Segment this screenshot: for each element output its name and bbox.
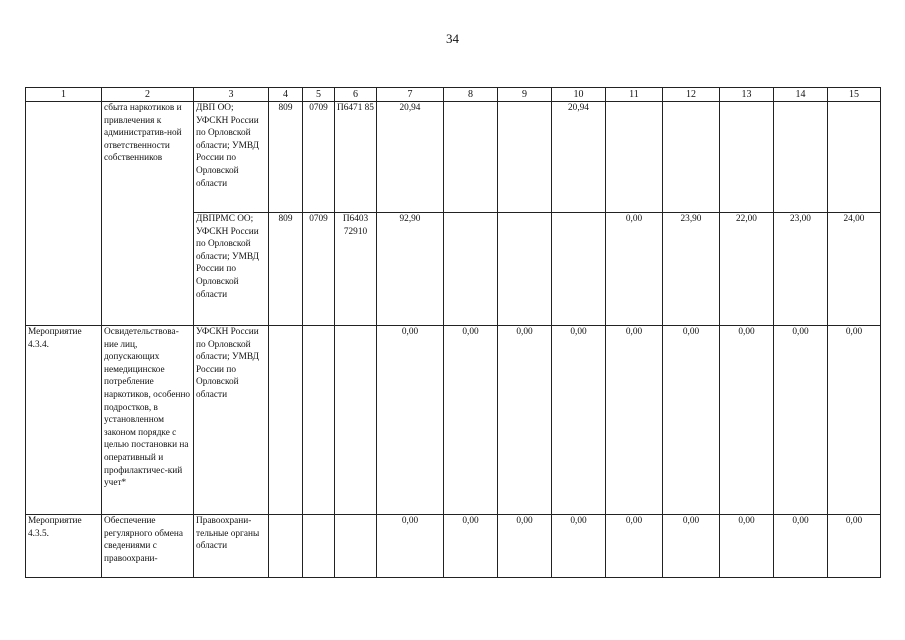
header-cell: 1 [26,88,102,102]
value-cell [498,102,552,213]
header-cell: 15 [828,88,881,102]
header-cell: 11 [606,88,663,102]
value-cell: 20,94 [552,102,606,213]
value-cell: 0,00 [828,326,881,515]
table-row [26,326,881,515]
value-cell: 0,00 [552,515,606,578]
value-cell [444,213,498,326]
header-cell: 7 [377,88,444,102]
measure-name-cell: Обеспечение регулярного обмена сведениями с правоохрани- [102,515,194,578]
header-cell: 2 [102,88,194,102]
value-cell: 20,94 [377,102,444,213]
value-cell: 0,00 [444,326,498,515]
value-cell: 0,00 [377,326,444,515]
rzpr-cell: 0709 [303,102,335,213]
value-cell: 23,90 [663,213,720,326]
header-cell: 12 [663,88,720,102]
value-cell: 0,00 [774,326,828,515]
csr-cell: П6403 72910 [335,213,377,326]
executor-cell: ДВП ОО; УФСКН России по Орловской области; УМВД России по Орловской области [194,102,269,213]
value-cell [498,213,552,326]
value-cell: 0,00 [720,326,774,515]
value-cell [552,213,606,326]
grbs-cell: 809 [269,213,303,326]
value-cell: 24,00 [828,213,881,326]
value-cell [663,102,720,213]
header-cell: 14 [774,88,828,102]
header-cell: 6 [335,88,377,102]
rzpr-cell [303,515,335,578]
page-number: 34 [446,31,459,46]
header-cell: 10 [552,88,606,102]
grbs-cell: 809 [269,102,303,213]
measure-id-cell: Мероприятие 4.3.5. [26,515,102,578]
value-cell: 0,00 [552,326,606,515]
header-cell: 13 [720,88,774,102]
value-cell [606,102,663,213]
header-cell: 5 [303,88,335,102]
value-cell [720,102,774,213]
value-cell: 0,00 [377,515,444,578]
csr-cell [335,326,377,515]
grbs-cell [269,515,303,578]
rzpr-cell [303,326,335,515]
value-cell: 23,00 [774,213,828,326]
header-cell: 3 [194,88,269,102]
value-cell: 0,00 [498,515,552,578]
value-cell: 0,00 [444,515,498,578]
measure-id-cell: Мероприятие 4.3.4. [26,326,102,515]
csr-cell [335,515,377,578]
executor-cell: Правоохрани-тельные органы области [194,515,269,578]
table-row [26,515,881,578]
budget-table [25,87,881,578]
header-cell: 4 [269,88,303,102]
measure-name-cell: Освидетельствова-ние лиц, допускающих немедицинское потребление наркотиков, особенно подростков, в установленном законом порядке с целью постановки на оперативный и профилактичес-кий учет* [102,326,194,515]
csr-cell: П6471 85 [335,102,377,213]
table-row [26,102,881,213]
value-cell: 0,00 [606,213,663,326]
value-cell: 0,00 [606,326,663,515]
value-cell [774,102,828,213]
header-cell: 9 [498,88,552,102]
measure-name-cell: сбыта наркотиков и привлечения к административ-ной ответственности собственников [102,102,194,326]
value-cell: 0,00 [774,515,828,578]
value-cell: 92,90 [377,213,444,326]
value-cell: 0,00 [663,515,720,578]
value-cell: 0,00 [828,515,881,578]
value-cell [828,102,881,213]
rzpr-cell: 0709 [303,213,335,326]
value-cell: 0,00 [663,326,720,515]
value-cell: 0,00 [498,326,552,515]
header-row [26,88,881,102]
value-cell: 22,00 [720,213,774,326]
grbs-cell [269,326,303,515]
measure-id-cell [26,102,102,326]
value-cell: 0,00 [720,515,774,578]
executor-cell: ДВПРМС ОО; УФСКН России по Орловской области; УМВД России по Орловской области [194,213,269,326]
value-cell: 0,00 [606,515,663,578]
executor-cell: УФСКН России по Орловской области; УМВД России по Орловской области [194,326,269,515]
value-cell [444,102,498,213]
header-cell: 8 [444,88,498,102]
